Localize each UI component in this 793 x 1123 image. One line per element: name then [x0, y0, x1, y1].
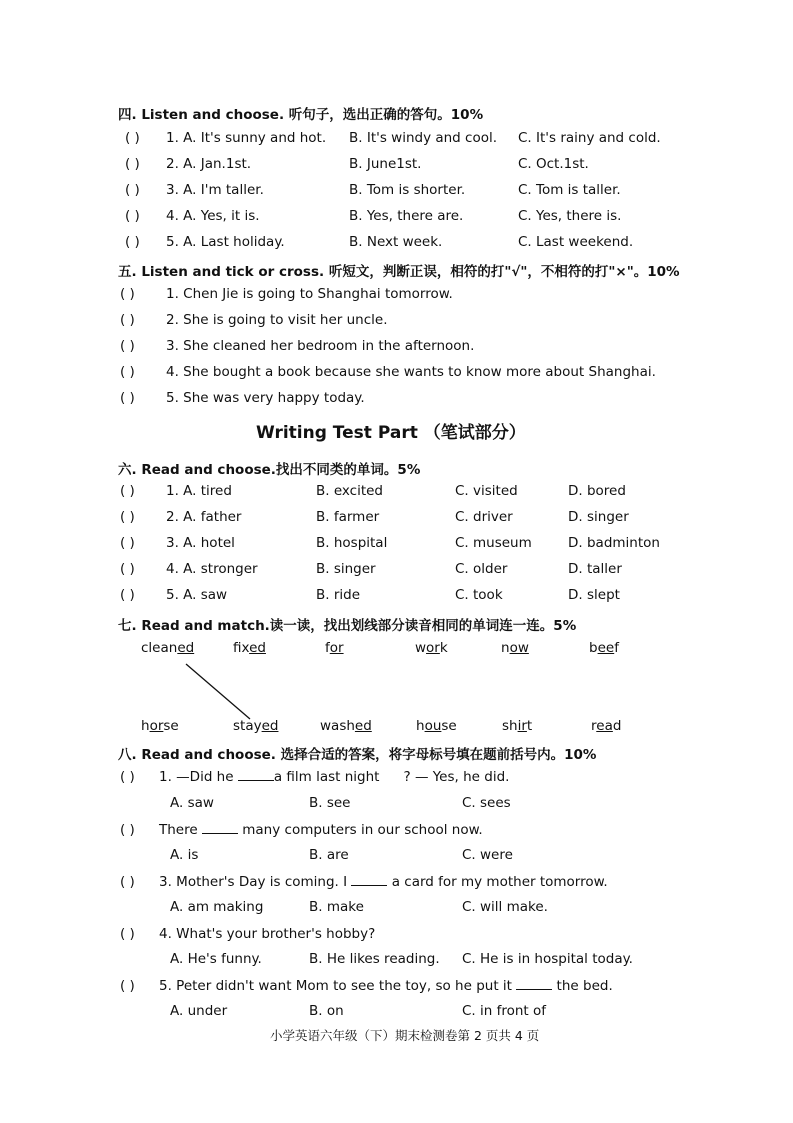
section6-heading: 六. Read and choose.找出不同类的单词。5%: [118, 462, 421, 478]
match-bottom-word-6-suffix: d: [612, 718, 622, 734]
sec4-q2-option-c[interactable]: C. Oct.1st.: [518, 156, 589, 172]
q5-bracket[interactable]: ( ): [120, 978, 135, 994]
sec4-q1-option-a[interactable]: 1. A. It's sunny and hot.: [166, 130, 327, 146]
match-line: [186, 664, 250, 719]
q2-bracket[interactable]: ( ): [120, 822, 135, 838]
sec4-q4-option-a[interactable]: 4. A. Yes, it is.: [166, 208, 260, 224]
q4-bracket[interactable]: ( ): [120, 926, 135, 942]
match-bottom-word-6-prefix: r: [591, 718, 597, 734]
sec6-q5-option-c[interactable]: C. took: [455, 587, 503, 603]
match-top-word-4-underlined: or: [426, 640, 440, 656]
match-bottom-word-5-prefix: sh: [502, 718, 518, 734]
q5-option-c[interactable]: C. in front of: [462, 1003, 547, 1019]
sec6-q1-option-c[interactable]: C. visited: [455, 483, 518, 499]
q1-text: 1. —Did he a film last night ? — Yes, he did.: [159, 769, 510, 785]
sec4-q5-option-b[interactable]: B. Next week.: [349, 234, 443, 250]
sec4-q2-option-b[interactable]: B. June1st.: [349, 156, 422, 172]
q2-blank[interactable]: [202, 823, 238, 834]
sec6-q5-option-a[interactable]: 5. A. saw: [166, 587, 228, 603]
q1-bracket[interactable]: ( ): [120, 769, 135, 785]
match-top-word-4-suffix: k: [439, 640, 448, 656]
q5-text: 5. Peter didn't want Mom to see the toy, so he put it the bed.: [159, 978, 613, 994]
sec6-q2-option-d[interactable]: D. singer: [568, 509, 629, 525]
match-top-word-1-prefix: clean: [141, 640, 178, 656]
q3-option-a[interactable]: A. am making: [170, 899, 264, 915]
q2-text: There many computers in our school now.: [159, 822, 483, 838]
match-top-word-6-prefix: b: [589, 640, 598, 656]
sec5-q2-statement: 2. She is going to visit her uncle.: [166, 312, 388, 328]
sec4-q5-option-a[interactable]: 5. A. Last holiday.: [166, 234, 285, 250]
match-bottom-word-4-underlined: ou: [424, 718, 442, 734]
match-top-word-5-underlined: ow: [509, 640, 529, 656]
section8-heading: 八. Read and choose. 选择合适的答案，将字母标号填在题前括号内。10%: [118, 747, 597, 763]
section7-heading: 七. Read and match.读一读，找出划线部分读音相同的单词连一连。5%: [118, 618, 577, 634]
match-top-word-2-underlined: ed: [249, 640, 266, 656]
sec6-q5-bracket[interactable]: ( ): [120, 587, 135, 603]
q1-option-b[interactable]: B. see: [309, 795, 351, 811]
match-bottom-word-3-prefix: wash: [320, 718, 355, 734]
q2-option-a[interactable]: A. is: [170, 847, 199, 863]
q5-option-b[interactable]: B. on: [309, 1003, 344, 1019]
sec6-q2-option-b[interactable]: B. farmer: [316, 509, 380, 525]
match-top-word-6-underlined: ee: [597, 640, 615, 656]
sec6-q2-bracket[interactable]: ( ): [120, 509, 135, 525]
sec6-q4-option-a[interactable]: 4. A. stronger: [166, 561, 258, 577]
sec6-q3-option-b[interactable]: B. hospital: [316, 535, 388, 551]
sec6-q3-option-d[interactable]: D. badminton: [568, 535, 660, 551]
sec6-q1-option-b[interactable]: B. excited: [316, 483, 384, 499]
sec4-q5-bracket[interactable]: ( ): [125, 234, 140, 250]
sec4-q2-bracket[interactable]: ( ): [125, 156, 140, 172]
match-bottom-word-2-prefix: stay: [233, 718, 262, 734]
q4-text: 4. What's your brother's hobby?: [159, 926, 376, 942]
q2-option-c[interactable]: C. were: [462, 847, 513, 863]
sec5-q3-bracket[interactable]: ( ): [120, 338, 135, 354]
sec4-q3-bracket[interactable]: ( ): [125, 182, 140, 198]
q3-option-b[interactable]: B. make: [309, 899, 364, 915]
q5-blank[interactable]: [516, 979, 552, 990]
sec6-q3-bracket[interactable]: ( ): [120, 535, 135, 551]
sec4-q4-bracket[interactable]: ( ): [125, 208, 140, 224]
match-top-word-4-prefix: w: [415, 640, 427, 656]
match-bottom-word-1-underlined: or: [149, 718, 164, 734]
sec4-q1-option-c[interactable]: C. It's rainy and cold.: [518, 130, 661, 146]
sec4-q5-option-c[interactable]: C. Last weekend.: [518, 234, 634, 250]
page-footer: 小学英语六年级（下）期末检测卷第 2 页共 4 页: [270, 1028, 540, 1043]
sec4-q3-option-c[interactable]: C. Tom is taller.: [518, 182, 621, 198]
q2-option-b[interactable]: B. are: [309, 847, 349, 863]
sec4-q4-option-c[interactable]: C. Yes, there is.: [518, 208, 622, 224]
match-bottom-word-6-underlined: ea: [596, 718, 613, 734]
q4-option-a[interactable]: A. He's funny.: [170, 951, 262, 967]
sec5-q1-bracket[interactable]: ( ): [120, 286, 135, 302]
sec5-q5-bracket[interactable]: ( ): [120, 390, 135, 406]
sec4-q1-bracket[interactable]: ( ): [125, 130, 140, 146]
match-top-word-1-underlined: ed: [177, 640, 195, 656]
match-top-word-3-prefix: f: [325, 640, 330, 656]
match-top-word-2-prefix: fix: [233, 640, 250, 656]
match-bottom-word-3-underlined: ed: [354, 718, 372, 734]
sec5-q4-bracket[interactable]: ( ): [120, 364, 135, 380]
match-bottom-word-1-prefix: h: [141, 718, 150, 734]
q3-text: 3. Mother's Day is coming. I a card for my mother tomorrow.: [159, 874, 608, 890]
q1-blank[interactable]: [238, 770, 274, 781]
q4-option-c[interactable]: C. He is in hospital today.: [462, 951, 633, 967]
q1-option-a[interactable]: A. saw: [170, 795, 214, 811]
match-top-word-5-prefix: n: [501, 640, 510, 656]
sec5-q5-statement: 5. She was very happy today.: [166, 390, 365, 406]
q1-option-c[interactable]: C. sees: [462, 795, 511, 811]
sec5-q3-statement: 3. She cleaned her bedroom in the afternoon.: [166, 338, 475, 354]
sec6-q1-bracket[interactable]: ( ): [120, 483, 135, 499]
match-bottom-word-4-prefix: h: [416, 718, 425, 734]
sec6-q2-option-c[interactable]: C. driver: [455, 509, 513, 525]
section4-heading: 四. Listen and choose. 听句子，选出正确的答句。10%: [118, 107, 484, 123]
sec4-q2-option-a[interactable]: 2. A. Jan.1st.: [166, 156, 252, 172]
q3-option-c[interactable]: C. will make.: [462, 899, 548, 915]
match-bottom-word-5-suffix: t: [526, 718, 533, 734]
sec6-q1-option-d[interactable]: D. bored: [568, 483, 626, 499]
sec6-q3-option-c[interactable]: C. museum: [455, 535, 532, 551]
match-bottom-word-5-underlined: ir: [517, 718, 527, 734]
sec6-q4-option-b[interactable]: B. singer: [316, 561, 376, 577]
sec6-q2-option-a[interactable]: 2. A. father: [166, 509, 242, 525]
q4-option-b[interactable]: B. He likes reading.: [309, 951, 440, 967]
sec5-q1-statement: 1. Chen Jie is going to Shanghai tomorrow.: [166, 286, 453, 302]
match-top-word-6-suffix: f: [614, 640, 619, 656]
sec4-q1-option-b[interactable]: B. It's windy and cool.: [349, 130, 498, 146]
q3-bracket[interactable]: ( ): [120, 874, 135, 890]
match-bottom-word-2-underlined: ed: [261, 718, 279, 734]
writing-test-title: Writing Test Part （笔试部分）: [256, 423, 526, 443]
sec6-q1-option-a[interactable]: 1. A. tired: [166, 483, 232, 499]
sec6-q4-option-c[interactable]: C. older: [455, 561, 508, 577]
q3-blank[interactable]: [351, 875, 387, 886]
sec6-q5-option-b[interactable]: B. ride: [316, 587, 361, 603]
q5-option-a[interactable]: A. under: [170, 1003, 228, 1019]
sec5-q2-bracket[interactable]: ( ): [120, 312, 135, 328]
sec6-q4-option-d[interactable]: D. taller: [568, 561, 622, 577]
sec4-q3-option-a[interactable]: 3. A. I'm taller.: [166, 182, 264, 198]
sec6-q4-bracket[interactable]: ( ): [120, 561, 135, 577]
match-top-word-3-underlined: or: [329, 640, 344, 656]
sec4-q3-option-b[interactable]: B. Tom is shorter.: [349, 182, 466, 198]
match-bottom-word-4-suffix: se: [441, 718, 457, 734]
sec6-q5-option-d[interactable]: D. slept: [568, 587, 620, 603]
sec6-q3-option-a[interactable]: 3. A. hotel: [166, 535, 235, 551]
match-bottom-word-1-suffix: se: [163, 718, 179, 734]
sec5-q4-statement: 4. She bought a book because she wants to know more about Shanghai.: [166, 364, 656, 380]
section5-heading: 五. Listen and tick or cross. 听短文，判断正误，相符的打"√"，不相符的打"×"。10%: [118, 264, 680, 280]
sec4-q4-option-b[interactable]: B. Yes, there are.: [349, 208, 464, 224]
